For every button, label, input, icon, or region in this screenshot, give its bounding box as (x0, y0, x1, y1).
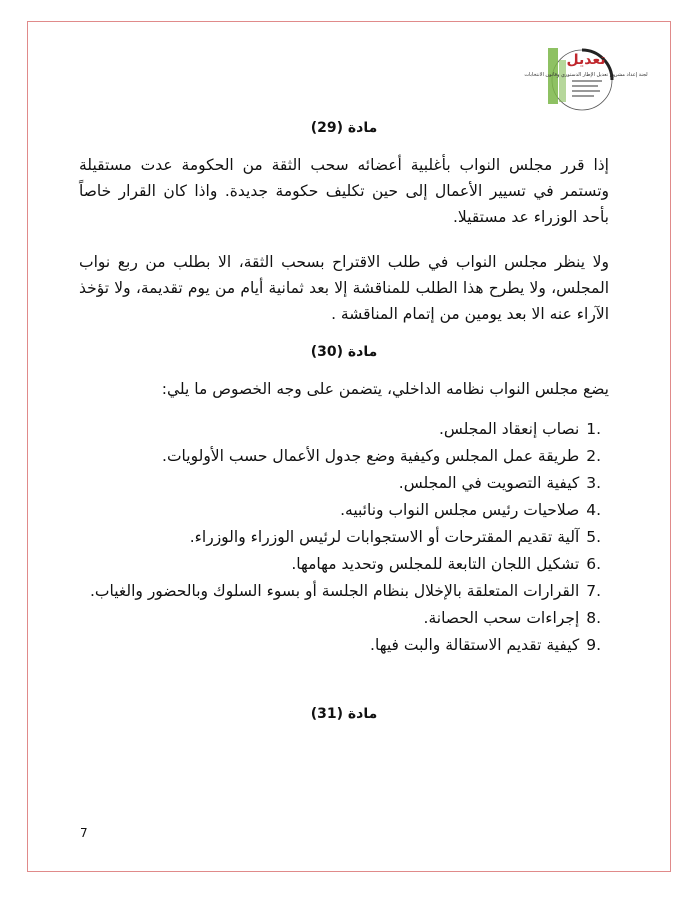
list-item: 4. صلاحيات رئيس مجلس النواب ونائبيه. (340, 501, 601, 519)
list-item: 3. كيفية التصويت في المجلس. (398, 474, 601, 492)
page-number: 7 (80, 826, 88, 840)
list-item: 2. طريقة عمل المجلس وكيفية وضع جدول الأعمال حسب الأولويات. (162, 447, 601, 465)
article-30-intro: يضع مجلس النواب نظامه الداخلي، يتضمن على وجه الخصوص ما يلي: (161, 380, 609, 398)
logo-subtitle: لجنة إعداد مشروع تعديل الإطار الدستوري وقانون الانتخابات (524, 72, 648, 78)
list-item: 8. إجراءات سحب الحصانة. (423, 609, 601, 627)
list-item: 7. القرارات المتعلقة بالإخلال بنظام الجلسة أو بسوء السلوك وبالحضور والغياب. (89, 582, 601, 600)
svg-text:لجنة إعداد مشروع تعديل الإطار (524, 72, 648, 78)
tadeel-logo (524, 42, 648, 112)
list-item: 6. تشكيل اللجان التابعة للمجلس وتحديد مهامها. (291, 555, 601, 573)
article-29-paragraph-2: ولا ينظر مجلس النواب في طلب الاقتراح بسحب الثقة، الا بطلب من ربع نواب المجلس، ولا يطرح هذا الطلب للمناقشة إلا بعد ثمانية أيام من يوم تقديمة، ولا تؤخذ الآراء عنه الا بعد يومين من إتمام المناقشة . (79, 253, 609, 323)
article-30-heading: مادة (30) (310, 344, 378, 360)
article-31-heading: مادة (31) (310, 706, 378, 722)
list-item: 5. آلية تقديم المقترحات أو الاستجوابات لرئيس الوزراء والوزراء. (189, 528, 601, 546)
article-29-paragraph-1: إذا قرر مجلس النواب بأغلبية أعضائه سحب الثقة من الحكومة عدت مستقيلة وتستمر في تسيير الأعمال إلى حين تكليف حكومة جديدة. واذا كان القرار خاصاً بأحد الوزراء عد مستقيلا. (79, 156, 609, 226)
article-30-list (79, 416, 601, 659)
list-item: 9. كيفية تقديم الاستقالة والبت فيها. (370, 636, 601, 654)
logo-title: تعديل (566, 52, 606, 68)
article-29-heading: مادة (29) (310, 120, 378, 136)
list-item: 1. نصاب إنعقاد المجلس. (438, 420, 601, 438)
